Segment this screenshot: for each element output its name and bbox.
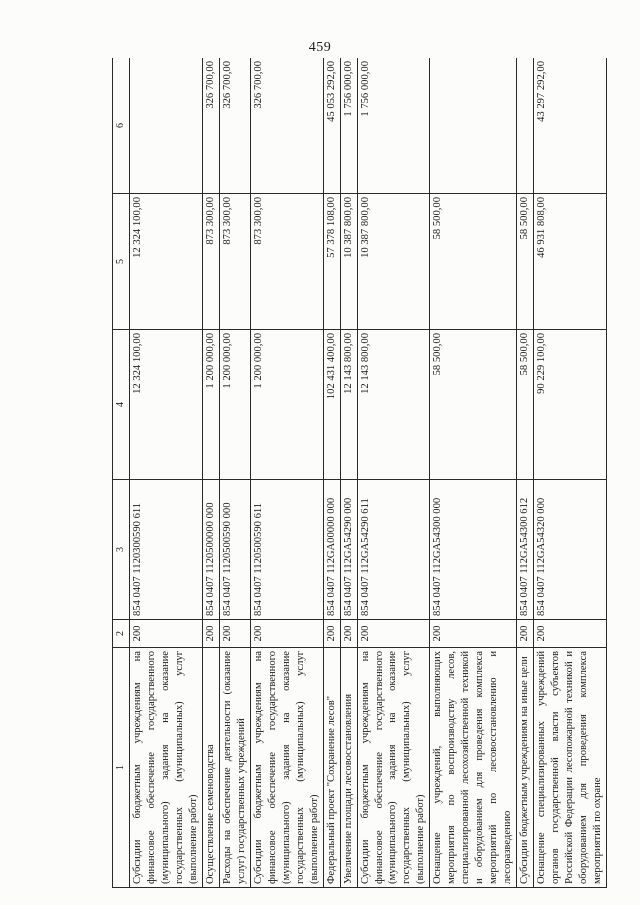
row-value-4: 12 324 100,00 — [130, 330, 203, 480]
row-name: Оснащение учреждений, выполняющих мероприятия по воспроизводству лесов, специализированной лесохозяйственной техникой и оборудованием для проведения комплекса мероприятий по лесовосстановлению и лесоразведению — [430, 648, 517, 888]
table-body — [130, 58, 607, 888]
table-row — [250, 58, 323, 888]
row-name: Увеличение площади лесовосстановления — [340, 648, 357, 888]
row-value-6: 326 700,00 — [250, 58, 323, 194]
row-value-6 — [517, 58, 534, 194]
row-value-5: 873 300,00 — [219, 194, 250, 330]
row-kbk: 854 0407 112GA54320 000 — [534, 480, 607, 620]
table-row — [534, 58, 607, 888]
row-value-6: 326 700,00 — [219, 58, 250, 194]
row-kbk: 854 0407 112GA54290 000 — [340, 480, 357, 620]
row-value-5: 12 324 100,00 — [130, 194, 203, 330]
column-header: 2 — [113, 620, 130, 648]
table-row — [323, 58, 340, 888]
row-name: Субсидии бюджетным учреждениям на финансовое обеспечение государственного (муниципального) задания на оказание государственных (муниципальных) услуг (выполнение работ) — [250, 648, 323, 888]
row-kbk: 854 0407 1120500590 000 — [219, 480, 250, 620]
row-value-4: 1 200 000,00 — [202, 330, 219, 480]
row-value-4: 102 431 400,00 — [323, 330, 340, 480]
row-value-4: 1 200 000,00 — [219, 330, 250, 480]
column-header: 6 — [113, 58, 130, 194]
row-code: 200 — [323, 620, 340, 648]
row-value-5: 873 300,00 — [250, 194, 323, 330]
row-value-6: 43 297 292,00 — [534, 58, 607, 194]
row-kbk: 854 0407 1120500000 000 — [202, 480, 219, 620]
row-name: Субсидии бюджетным учреждениям на финансовое обеспечение государственного (муниципального) задания на оказание государственных (муниципальных) услуг (выполнение работ) — [130, 648, 203, 888]
row-name: Оснащение специализированных учреждений органов государственной власти субъектов Российской Федерации лесопожарной техникой и оборудованием для проведения комплекса мероприятий по охране — [534, 648, 607, 888]
column-header: 4 — [113, 330, 130, 480]
table-row — [357, 58, 430, 888]
budget-table — [112, 58, 607, 888]
row-value-5: 58 500,00 — [517, 194, 534, 330]
row-kbk: 854 0407 112GA54300 000 — [430, 480, 517, 620]
row-value-4: 1 200 000,00 — [250, 330, 323, 480]
row-value-6: 326 700,00 — [202, 58, 219, 194]
table-header-row — [113, 58, 130, 888]
row-value-5: 873 300,00 — [202, 194, 219, 330]
row-kbk: 854 0407 1120500590 611 — [250, 480, 323, 620]
table-row — [340, 58, 357, 888]
row-code: 200 — [534, 620, 607, 648]
budget-table-rotated — [112, 58, 612, 888]
row-value-4: 90 229 100,00 — [534, 330, 607, 480]
row-kbk: 854 0407 112GA54300 612 — [517, 480, 534, 620]
table-row — [202, 58, 219, 888]
row-value-6 — [430, 58, 517, 194]
budget-table-frame — [112, 58, 612, 888]
row-value-5: 57 378 108,00 — [323, 194, 340, 330]
row-value-6: 1 756 000,00 — [357, 58, 430, 194]
row-name: Расходы на обеспечение деятельности (оказание услуг) государственных учреждений — [219, 648, 250, 888]
table-row — [130, 58, 203, 888]
page-number: 459 — [308, 40, 332, 55]
table-row — [219, 58, 250, 888]
row-value-4: 12 143 800,00 — [340, 330, 357, 480]
row-code: 200 — [357, 620, 430, 648]
row-value-6 — [130, 58, 203, 194]
row-value-4: 12 143 800,00 — [357, 330, 430, 480]
column-header: 3 — [113, 480, 130, 620]
row-name: Федеральный проект "Сохранение лесов" — [323, 648, 340, 888]
row-code: 200 — [430, 620, 517, 648]
row-code: 200 — [340, 620, 357, 648]
table-row — [430, 58, 517, 888]
row-name: Осуществление семеноводства — [202, 648, 219, 888]
column-header: 1 — [113, 648, 130, 888]
row-name: Субсидии бюджетным учреждениям на иные цели — [517, 648, 534, 888]
row-kbk: 854 0407 112GA54290 611 — [357, 480, 430, 620]
row-kbk: 854 0407 1120300590 611 — [130, 480, 203, 620]
row-code: 200 — [202, 620, 219, 648]
row-kbk: 854 0407 112GA00000 000 — [323, 480, 340, 620]
row-code: 200 — [250, 620, 323, 648]
row-value-4: 58 500,00 — [430, 330, 517, 480]
column-header: 5 — [113, 194, 130, 330]
row-code: 200 — [219, 620, 250, 648]
row-value-5: 10 387 800,00 — [357, 194, 430, 330]
row-name: Субсидии бюджетным учреждениям на финансовое обеспечение государственного (муниципального) задания на оказание государственных (муниципальных) услуг (выполнение работ) — [357, 648, 430, 888]
row-value-6: 1 756 000,00 — [340, 58, 357, 194]
row-value-4: 58 500,00 — [517, 330, 534, 480]
row-value-5: 10 387 800,00 — [340, 194, 357, 330]
table-row — [517, 58, 534, 888]
row-code: 200 — [130, 620, 203, 648]
row-code: 200 — [517, 620, 534, 648]
row-value-6: 45 053 292,00 — [323, 58, 340, 194]
row-value-5: 58 500,00 — [430, 194, 517, 330]
row-value-5: 46 931 808,00 — [534, 194, 607, 330]
